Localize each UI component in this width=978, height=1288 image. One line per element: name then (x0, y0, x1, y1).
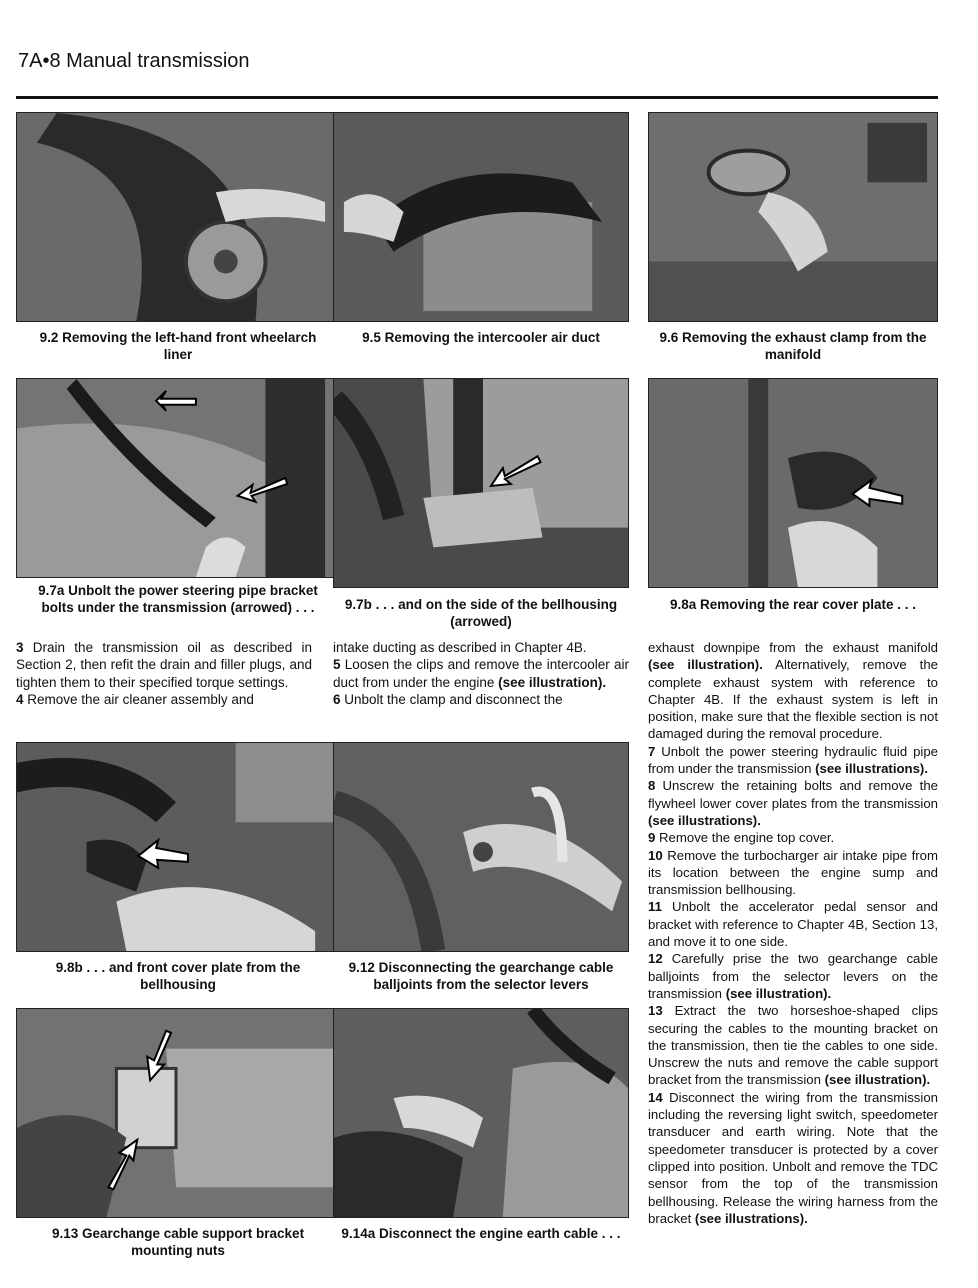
step-number: 3 (16, 640, 24, 655)
paragraph-12 (648, 950, 938, 1002)
text-col2-top (333, 639, 629, 709)
step-text: Unscrew the retaining bolts and remove the flywheel lower cover plates from the transmission (648, 778, 938, 811)
step-number: 12 (648, 951, 663, 967)
photo-9-5 (333, 112, 629, 322)
photo-9-6 (648, 112, 938, 322)
caption-text: Disconnect the engine earth cable . . . (378, 1226, 621, 1241)
step-number: 4 (16, 692, 24, 708)
header-rule (16, 96, 938, 99)
page-header: 7A•8 Manual transmission (18, 50, 250, 72)
step-text: Unbolt the accelerator pedal sensor and bracket with reference to Chapter 4B, Section 13, and move it to one side. (648, 899, 939, 950)
illustration-ref: (see illustration). (824, 1072, 931, 1088)
caption-9-8b (24, 959, 332, 993)
step-number: 10 (648, 847, 663, 863)
paragraph-11 (648, 898, 938, 950)
intercooler-photo-image (334, 113, 628, 321)
caption-number: 9.5 (362, 330, 381, 345)
photo-9-13 (16, 1008, 340, 1218)
caption-text: Disconnecting the gearchange cable balljoints from the selector levers (373, 960, 614, 992)
step-text: Remove the turbocharger air intake pipe from its location between the engine sump and transmission bellhousing. (648, 847, 938, 898)
caption-text: Removing the rear cover plate . . . (699, 597, 917, 612)
paragraph-4-cont: intake ducting as described in Chapter 4B. (333, 640, 587, 655)
step-number: 5 (333, 657, 341, 673)
paragraph-6 (333, 691, 629, 708)
caption-number: 9.2 (39, 330, 59, 345)
support-bracket-photo-image (17, 1009, 339, 1217)
earth-cable-photo-image (334, 1009, 628, 1217)
paragraph-8 (648, 777, 938, 829)
paragraph-6-cont: exhaust downpipe from the exhaust manifold (see illustration). Alternatively, remove the complete exhaust system with reference to Chapter 4B. If the exhaust system is left in position, make sure that the flexible section is not damaged during the removal procedure. (648, 640, 938, 742)
caption-9-13 (24, 1225, 332, 1259)
photo-9-8a (648, 378, 938, 588)
step-number: 9 (648, 830, 656, 846)
step-number: 8 (648, 778, 656, 794)
photo-9-7b (333, 378, 629, 588)
step-text: Loosen the clips and remove the intercooler air duct from under the engine (333, 657, 629, 690)
caption-number: 9.14a (341, 1226, 376, 1241)
caption-text: Gearchange cable support bracket mounting nuts (81, 1226, 305, 1258)
paragraph-5 (333, 656, 629, 691)
step-number: 14 (648, 1089, 663, 1105)
paragraph-10 (648, 847, 938, 899)
paragraph-13 (648, 1002, 938, 1088)
illustration-ref: (see illustration). (498, 674, 607, 690)
caption-9-2 (24, 329, 332, 363)
caption-text: Unbolt the power steering pipe bracket bolts under the transmission (arrowed) . . . (41, 583, 318, 615)
caption-9-7b (336, 596, 626, 630)
caption-text: . . . and front cover plate from the bellhousing (86, 960, 301, 992)
text-col3 (648, 639, 938, 1227)
step-text: Remove the air cleaner assembly and (27, 692, 254, 708)
text-col1-top (16, 639, 312, 709)
caption-text: . . . and on the side of the bellhousing (arrowed) (375, 597, 618, 629)
step-text: Extract the two horseshoe-shaped clips securing the cables to the mounting bracket on the transmission, then tie the cables to one side. Unscrew the nuts and remove the cable support bracket from the transmission (648, 1003, 938, 1088)
step-number: 6 (333, 692, 341, 708)
photo-9-12 (333, 742, 629, 952)
caption-text: Removing the intercooler air duct (384, 330, 600, 345)
caption-9-5 (340, 329, 622, 346)
rear-cover-photo-image (649, 379, 937, 587)
paragraph-14 (648, 1089, 938, 1227)
caption-number: 9.7b (344, 597, 372, 612)
illustration-ref: (see illustrations). (694, 1210, 808, 1226)
illustration-ref: (see illustration). (725, 985, 832, 1001)
step-number: 11 (648, 899, 662, 915)
step-text: Remove the engine top cover. (659, 830, 835, 846)
caption-number: 9.13 (51, 1226, 79, 1241)
caption-number: 9.8a (669, 597, 697, 612)
caption-9-14a (333, 1225, 629, 1242)
caption-9-12 (338, 959, 624, 993)
illustration-ref: (see illustrations). (648, 812, 761, 828)
paragraph-7 (648, 743, 938, 778)
power-steering-photo-image (17, 379, 339, 577)
bellhousing-photo-image (334, 379, 628, 587)
photo-9-14a (333, 1008, 629, 1218)
caption-number: 9.7a (38, 583, 65, 598)
gearchange-balljoints-photo-image (334, 743, 628, 951)
step-text: Unbolt the power steering hydraulic fluid pipe from under the transmission (648, 743, 939, 777)
illustration-ref: (see illustrations). (815, 761, 928, 777)
step-text: Disconnect the wiring from the transmission including the reversing light switch, speedometer transducer and earth wiring. Note that the speedometer transducer is protected by a cover clipped into position. Unbolt and remove the TDC sensor from the top of the transmission bellhousing. Release the wiring harness from the bracket (648, 1089, 938, 1226)
paragraph-3 (16, 639, 312, 691)
caption-number: 9.8b (55, 960, 83, 975)
step-text: Unbolt the clamp and disconnect the (344, 692, 563, 708)
caption-9-6 (648, 329, 938, 363)
step-number: 13 (648, 1003, 663, 1019)
caption-9-8a (648, 596, 938, 613)
wheelarch-photo-image (17, 113, 339, 321)
front-cover-photo-image (17, 743, 339, 951)
step-text: Carefully prise the two gearchange cable balljoints from the selector levers on the transmission (648, 951, 938, 1001)
photo-9-7a (16, 378, 340, 578)
illustration-ref: (see illustration). (648, 657, 763, 673)
caption-number: 9.12 (348, 960, 375, 975)
caption-text: Removing the exhaust clamp from the manifold (681, 330, 927, 362)
caption-number: 9.6 (659, 330, 679, 345)
step-number: 7 (648, 743, 656, 759)
photo-9-2 (16, 112, 340, 322)
paragraph-4 (16, 691, 312, 708)
caption-text: Removing the left-hand front wheelarch liner (62, 330, 317, 362)
caption-9-7a (24, 582, 332, 616)
step-text: Drain the transmission oil as described in Section 2, then refit the drain and filler plugs, and tighten them to their specified torque settings. (16, 640, 312, 690)
exhaust-clamp-photo-image (649, 113, 937, 321)
paragraph-9 (648, 829, 938, 846)
photo-9-8b (16, 742, 340, 952)
